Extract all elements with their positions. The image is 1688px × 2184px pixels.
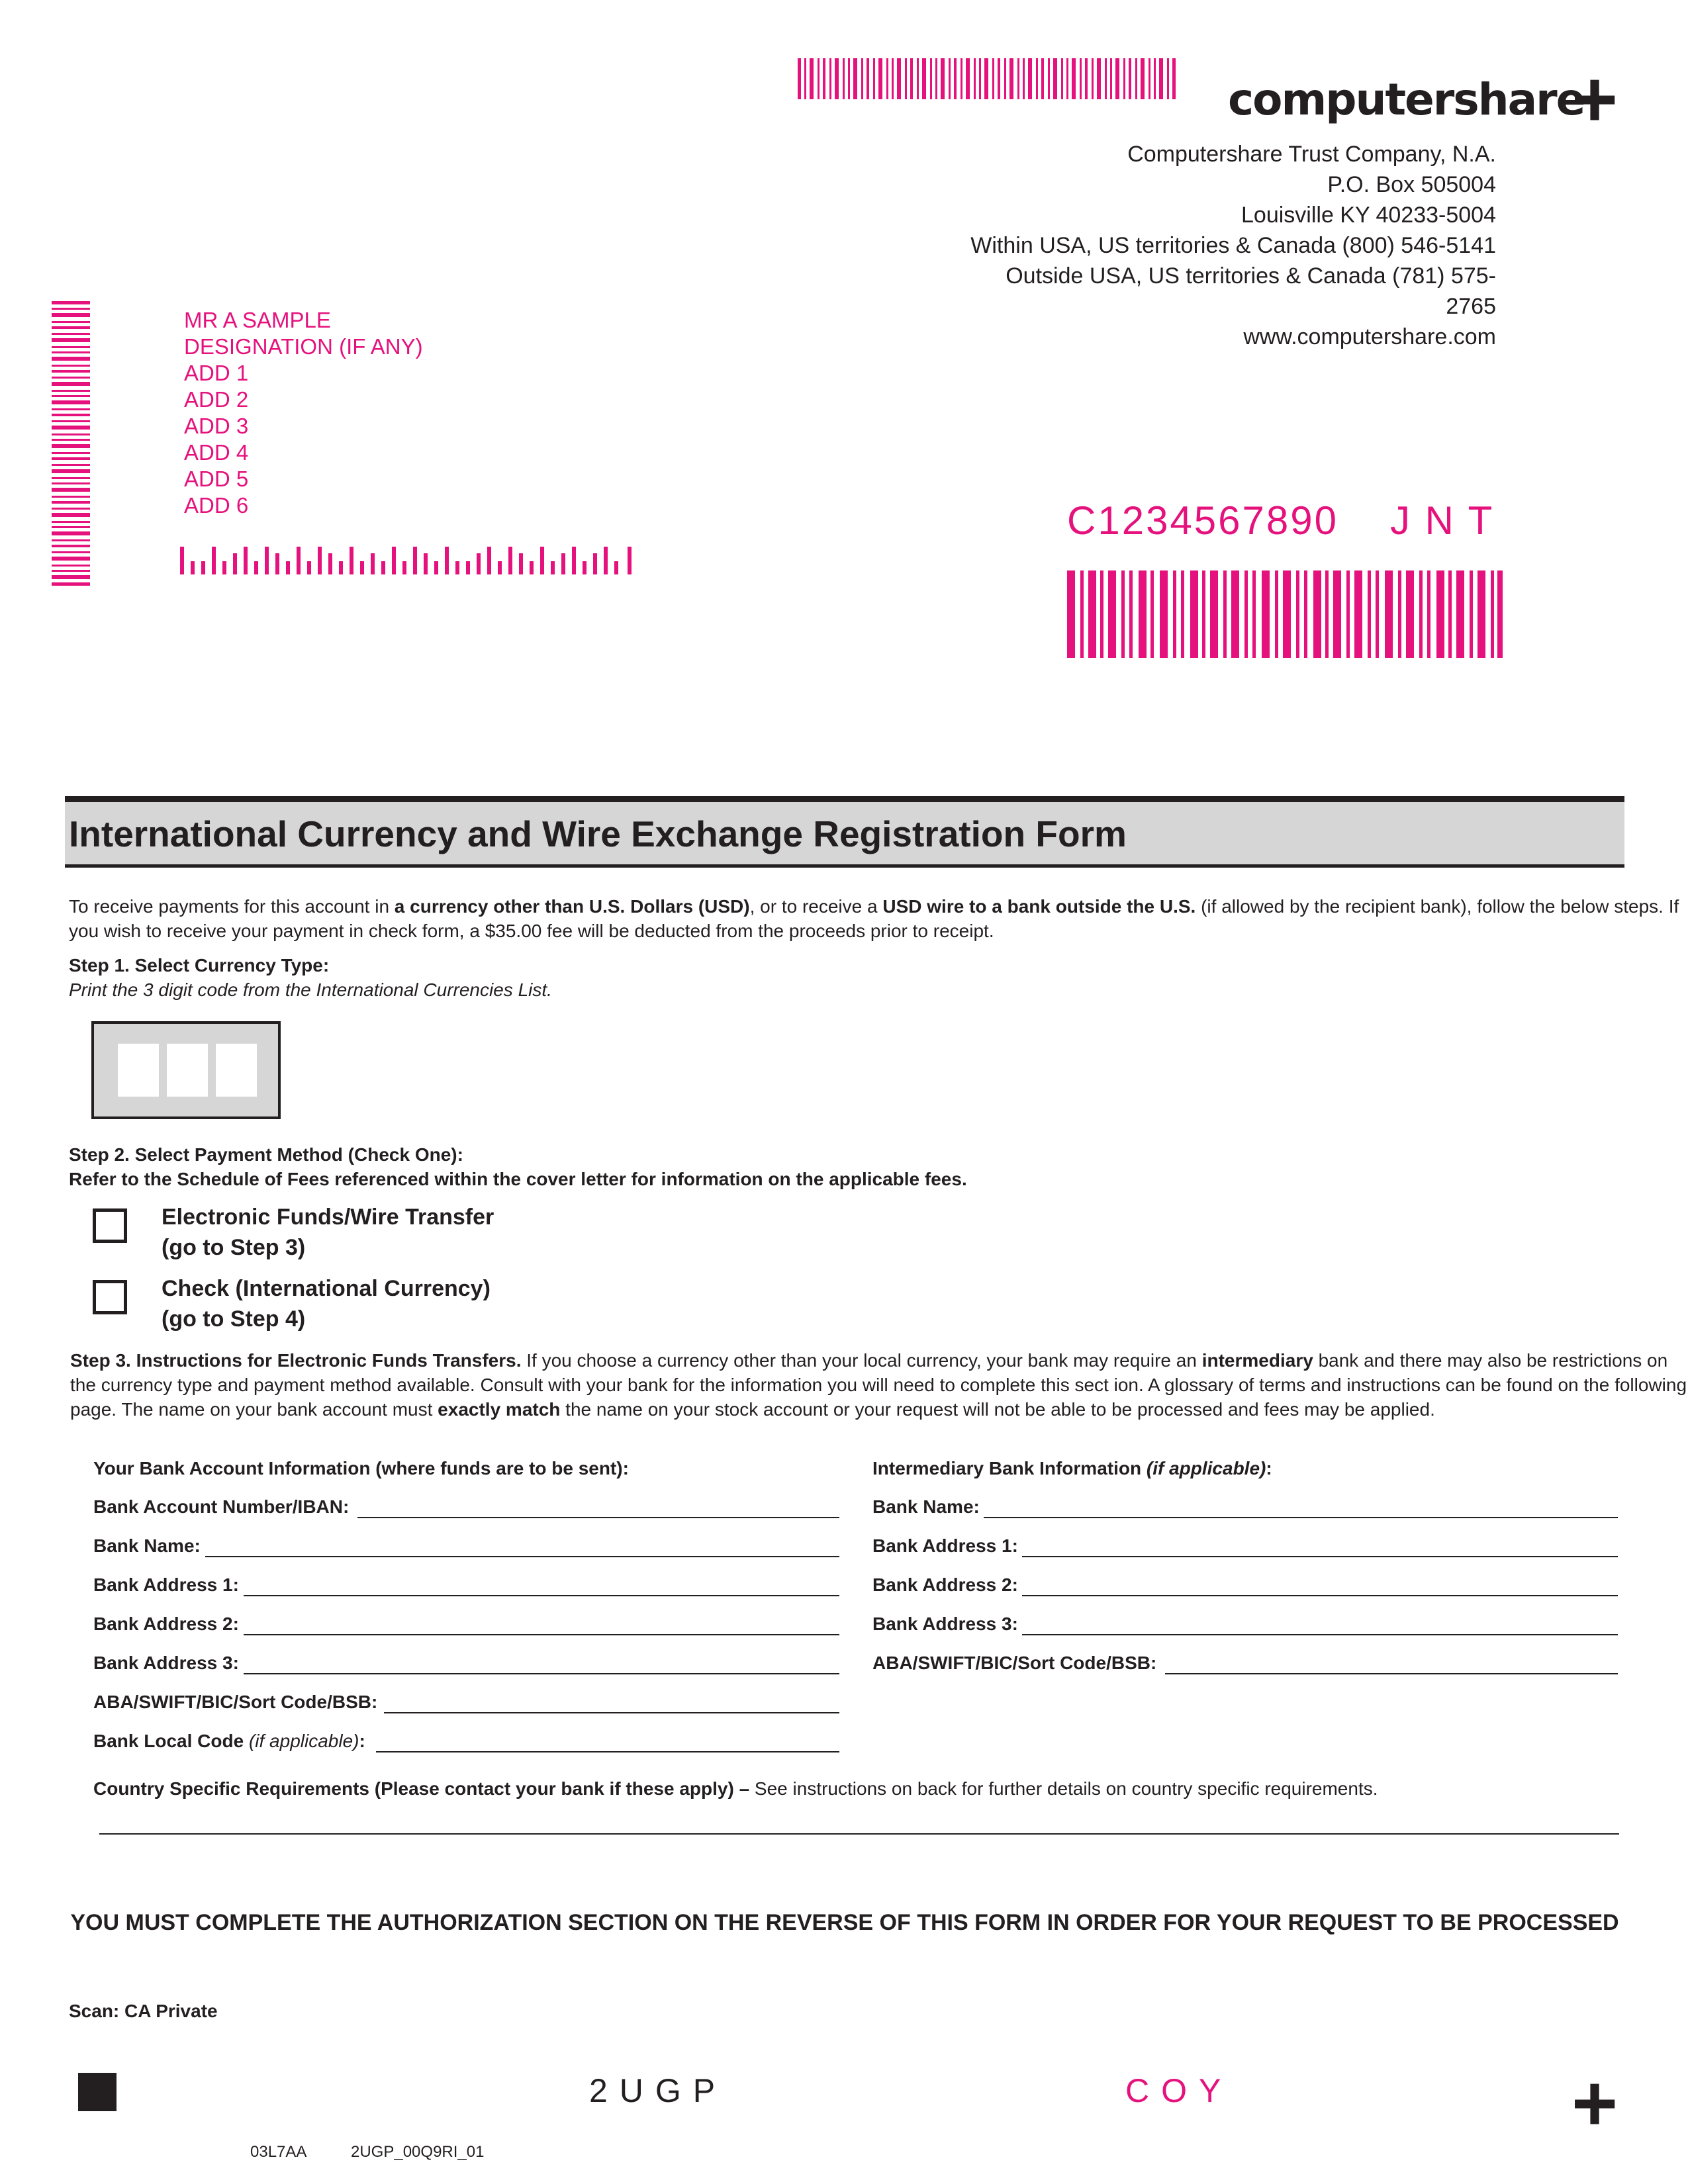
country-requirements-text: See instructions on back for further details on country specific requirements. xyxy=(749,1778,1378,1799)
intro-bold-currency: a currency other than U.S. Dollars (USD) xyxy=(394,896,750,917)
bank-swift-input[interactable] xyxy=(384,1712,839,1713)
company-logo-text: computershare xyxy=(1228,74,1585,125)
bank-account-number-label: Bank Account Number/IBAN: xyxy=(93,1496,350,1517)
recipient-address-line: ADD 1 xyxy=(184,361,249,385)
wire-transfer-sublabel: (go to Step 3) xyxy=(162,1235,306,1260)
vertical-barcode xyxy=(52,301,90,586)
company-name: Computershare Trust Company, N.A. xyxy=(1127,142,1496,167)
bank-address-1-label: Bank Address 1: xyxy=(93,1574,239,1595)
bank-local-code-input[interactable] xyxy=(376,1751,839,1752)
intro-line-2: you wish to receive your payment in check form, a $35.00 fee will be deducted from the proceeds prior to receipt. xyxy=(69,921,994,941)
account-number: C1234567890 xyxy=(1067,498,1339,543)
address-line: Louisville KY 40233-5004 xyxy=(1241,203,1496,228)
intro-text: , or to receive a xyxy=(749,896,883,917)
country-requirements-bold: Country Specific Requirements (Please contact your bank if these apply) – xyxy=(93,1778,750,1799)
bank-swift-label: ABA/SWIFT/BIC/Sort Code/BSB: xyxy=(93,1692,378,1712)
step3-text: bank and there may also be restrictions on xyxy=(1313,1350,1668,1371)
your-bank-heading: Your Bank Account Information (where funds are to be sent): xyxy=(93,1458,629,1479)
intermediary-heading-note: (if applicable) xyxy=(1146,1458,1266,1479)
currency-digit-input-1[interactable] xyxy=(118,1044,159,1097)
intro-text: To receive payments for this account in xyxy=(69,896,395,917)
intro-bold-wire: USD wire to a bank outside the U.S. xyxy=(882,896,1196,917)
intermediary-swift-input[interactable] xyxy=(1165,1673,1618,1674)
bank-address-1-input[interactable] xyxy=(244,1595,839,1596)
company-logo xyxy=(1228,74,1584,125)
postal-barcode xyxy=(180,547,633,574)
step3-heading: Step 3. Instructions for Electronic Funds Transfers. xyxy=(70,1350,522,1371)
authorization-warning: YOU MUST COMPLETE THE AUTHORIZATION SECTION ON THE REVERSE OF THIS FORM IN ORDER FOR YOUR REQUEST TO BE PROCESSED xyxy=(70,1910,1619,1935)
bank-address-2-input[interactable] xyxy=(244,1634,839,1635)
step3-text: the name on your stock account or your request will not be able to be processed and fees may be applied. xyxy=(560,1399,1435,1420)
bank-local-code-label xyxy=(93,1731,365,1752)
country-requirements xyxy=(93,1776,1378,1801)
intermediary-address-2-input[interactable] xyxy=(1022,1595,1618,1596)
intermediary-address-3-label: Bank Address 3: xyxy=(872,1614,1018,1634)
intermediary-bank-name-label: Bank Name: xyxy=(872,1496,980,1517)
intermediary-heading-text: Intermediary Bank Information xyxy=(872,1458,1142,1479)
footer-ref-2: 2UGP_00Q9RI_01 xyxy=(351,2143,485,2161)
section-divider xyxy=(99,1833,1619,1835)
recipient-address-line: ADD 3 xyxy=(184,414,249,438)
registration-square xyxy=(78,2073,117,2111)
bank-address-2-label: Bank Address 2: xyxy=(93,1614,239,1634)
intermediary-swift-label: ABA/SWIFT/BIC/Sort Code/BSB: xyxy=(872,1653,1157,1673)
recipient-address-line: ADD 5 xyxy=(184,467,249,491)
phone-usa-line: Within USA, US territories & Canada (800) 546-5141 xyxy=(970,233,1496,258)
intro-paragraph xyxy=(69,894,1679,943)
step3-exactly-match: exactly match xyxy=(438,1399,561,1420)
check-option-sublabel: (go to Step 4) xyxy=(162,1306,306,1332)
footer-code-left: 2UGP xyxy=(589,2072,727,2109)
bank-address-3-input[interactable] xyxy=(244,1673,839,1674)
intermediary-address-3-input[interactable] xyxy=(1022,1634,1618,1635)
currency-digit-input-2[interactable] xyxy=(167,1044,208,1097)
check-option-checkbox[interactable] xyxy=(93,1280,127,1314)
intermediary-bank-heading xyxy=(872,1458,1272,1479)
step1-instruction: Print the 3 digit code from the International Currencies List. xyxy=(69,979,552,1000)
check-option-label: Check (International Currency) xyxy=(162,1276,491,1301)
scan-label: Scan: CA Private xyxy=(69,2001,218,2021)
top-barcode xyxy=(798,58,1178,99)
footer-code-right: COY xyxy=(1125,2072,1233,2109)
bank-local-code-note: (if applicable) xyxy=(248,1731,359,1751)
step3-line-2: the currency type and payment method available. Consult with your bank for the information you will need to complete this sect ion. A glossary of terms and instructions can be found on the following xyxy=(70,1375,1687,1395)
bank-address-3-label: Bank Address 3: xyxy=(93,1653,239,1673)
bank-local-code-text: Bank Local Code xyxy=(93,1731,244,1751)
intermediary-address-2-label: Bank Address 2: xyxy=(872,1574,1018,1595)
account-barcode xyxy=(1067,570,1503,658)
step2-note: Refer to the Schedule of Fees referenced within the cover letter for information on the applicable fees. xyxy=(69,1169,967,1189)
bank-name-label: Bank Name: xyxy=(93,1535,201,1556)
step3-text: If you choose a currency other than your local currency, your bank may require an xyxy=(521,1350,1202,1371)
wire-transfer-checkbox[interactable] xyxy=(93,1208,127,1243)
bank-name-input[interactable] xyxy=(205,1556,839,1557)
intermediary-bank-name-input[interactable] xyxy=(984,1517,1618,1518)
currency-digit-input-3[interactable] xyxy=(216,1044,257,1097)
recipient-address-line: ADD 4 xyxy=(184,440,249,465)
step3-paragraph xyxy=(70,1348,1687,1422)
intro-text: (if allowed by the recipient bank), follow the below steps. If xyxy=(1196,896,1679,917)
registration-mark-bottom: + xyxy=(1571,2059,1618,2148)
registration-mark-top: + xyxy=(1571,55,1618,144)
recipient-address-line: ADD 2 xyxy=(184,387,249,412)
address-line: P.O. Box 505004 xyxy=(1327,172,1496,197)
recipient-name: MR A SAMPLE xyxy=(184,308,331,332)
check-option xyxy=(162,1273,491,1334)
website-line: www.computershare.com xyxy=(1243,324,1496,349)
footer-ref-1: 03L7AA xyxy=(250,2143,307,2161)
step3-text: page. The name on your bank account must xyxy=(70,1399,438,1420)
currency-code-box xyxy=(91,1021,281,1119)
bank-local-code-colon: : xyxy=(359,1731,365,1751)
wire-transfer-option xyxy=(162,1202,494,1263)
intermediary-address-1-label: Bank Address 1: xyxy=(872,1535,1018,1556)
step2-heading: Step 2. Select Payment Method (Check One): xyxy=(69,1144,463,1165)
account-code: J N T xyxy=(1390,498,1495,543)
recipient-designation: DESIGNATION (IF ANY) xyxy=(184,334,423,359)
form-title: International Currency and Wire Exchange Registration Form xyxy=(69,813,1127,854)
wire-transfer-label: Electronic Funds/Wire Transfer xyxy=(162,1205,494,1230)
bank-account-number-input[interactable] xyxy=(357,1517,839,1518)
step1-heading: Step 1. Select Currency Type: xyxy=(69,955,330,976)
phone-intl-line: Outside USA, US territories & Canada (781) 575-2765 xyxy=(1006,263,1496,319)
recipient-address-line: ADD 6 xyxy=(184,493,249,518)
intermediary-address-1-input[interactable] xyxy=(1022,1556,1618,1557)
company-address xyxy=(960,139,1496,352)
step3-intermediary: intermediary xyxy=(1201,1350,1313,1371)
intermediary-heading-colon: : xyxy=(1266,1458,1272,1479)
recipient-address xyxy=(184,307,423,519)
